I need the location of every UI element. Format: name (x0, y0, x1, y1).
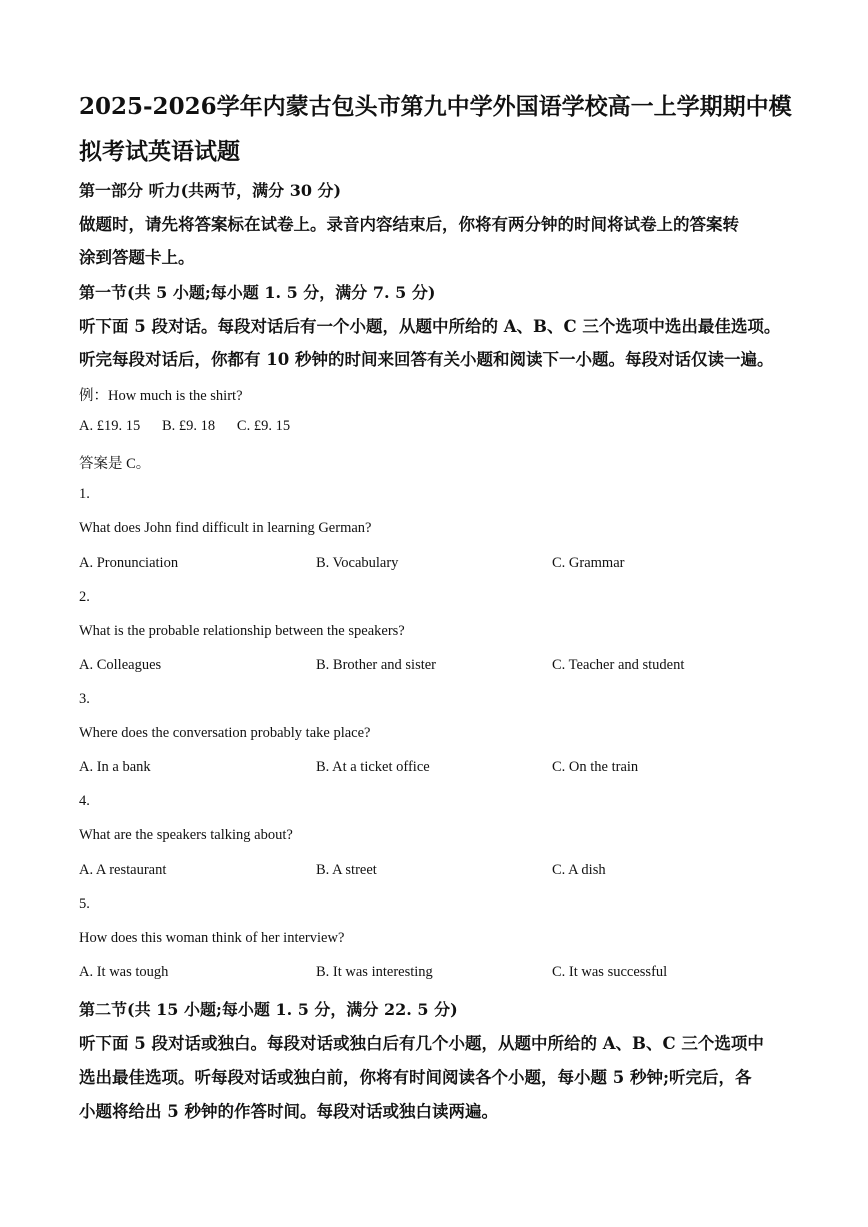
question-text: What is the probable relationship between the speakers? (79, 623, 405, 639)
option-a: A. A restaurant (79, 862, 167, 878)
question-text: Where does the conversation probably take place? (79, 725, 371, 741)
section1-intro-line1: 听下面 5 段对话。每段对话后有一个小题，从题中所给的 A、B、C 三个选项中选出最佳选项。 (79, 317, 781, 336)
option-a: A. Colleagues (79, 657, 162, 673)
part1-intro-line1: 做题时，请先将答案标在试卷上。录音内容结束后，你将有两分钟的时间将试卷上的答案转 (79, 215, 739, 234)
document-title-line2: 拟考试英语试题 (79, 138, 240, 165)
question-number: 5. (79, 896, 90, 912)
section2-heading: 第二节(共 15 小题;每小题 1. 5 分，满分 22. 5 分) (79, 1000, 458, 1019)
question-number: 2. (79, 589, 90, 605)
part1-heading: 第一部分 听力(共两节，满分 30 分) (79, 181, 342, 200)
option-b: B. Vocabulary (316, 555, 399, 571)
option-b: B. A street (316, 862, 377, 878)
option-c: C. Teacher and student (552, 657, 685, 673)
example-options: A. £19. 15 B. £9. 18 C. £9. 15 (79, 418, 291, 434)
option-a: A. It was tough (79, 964, 169, 980)
section2-intro-line2: 选出最佳选项。听每段对话或独白前，你将有时间阅读各个小题，每小题 5 秒钟;听完后，各 (79, 1068, 752, 1087)
example-question: 例：How much is the shirt? (79, 388, 243, 404)
document-title-line1: 2025-2026学年内蒙古包头市第九中学外国语学校高一上学期期中模 (79, 93, 792, 120)
question-text: How does this woman think of her interview? (79, 930, 345, 946)
question-number: 1. (79, 486, 90, 502)
question-number: 4. (79, 793, 90, 809)
example-answer: 答案是 C。 (79, 456, 151, 472)
option-b: B. At a ticket office (316, 759, 430, 775)
question-text: What are the speakers talking about? (79, 827, 293, 843)
option-c: C. Grammar (552, 555, 625, 571)
option-b: B. It was interesting (316, 964, 433, 980)
part1-intro-line2: 涂到答题卡上。 (79, 248, 195, 267)
option-c: C. A dish (552, 862, 606, 878)
option-b: B. Brother and sister (316, 657, 437, 673)
section1-heading: 第一节(共 5 小题;每小题 1. 5 分，满分 7. 5 分) (79, 283, 436, 302)
option-a: A. Pronunciation (79, 555, 179, 571)
option-c: C. It was successful (552, 964, 668, 980)
section1-intro-line2: 听完每段对话后，你都有 10 秒钟的时间来回答有关小题和阅读下一小题。每段对话仅读一遍。 (79, 350, 774, 369)
option-c: C. On the train (552, 759, 639, 775)
question-text: What does John find difficult in learning German? (79, 520, 372, 536)
section2-intro-line1: 听下面 5 段对话或独白。每段对话或独白后有几个小题，从题中所给的 A、B、C 三个选项中 (79, 1034, 764, 1053)
section2-intro-line3: 小题将给出 5 秒钟的作答时间。每段对话或独白读两遍。 (79, 1102, 498, 1121)
option-a: A. In a bank (79, 759, 151, 775)
question-number: 3. (79, 691, 90, 707)
